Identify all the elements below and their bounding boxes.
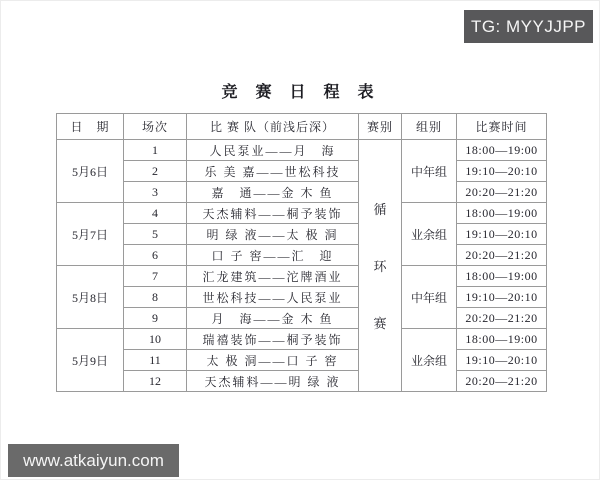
table-row — [57, 161, 547, 182]
table-row — [57, 224, 547, 245]
page-title: 竞 赛 日 程 表 — [221, 84, 381, 101]
table-row — [57, 245, 547, 266]
time-cell: 20:20—21:20 — [457, 308, 547, 329]
table-row — [57, 350, 547, 371]
category-char: 循 — [373, 202, 387, 217]
group-cell: 中年组 — [402, 140, 457, 203]
header-group: 组别 — [402, 114, 457, 140]
teams-cell: 天杰辅料——明 绿 液 — [187, 371, 359, 392]
group-cell: 业余组 — [402, 203, 457, 266]
time-cell: 18:00—19:00 — [457, 140, 547, 161]
table-row — [57, 308, 547, 329]
category-vertical-text — [359, 140, 401, 391]
teams-cell: 瑞禧装饰——桐予装饰 — [187, 329, 359, 350]
header-category: 赛别 — [359, 114, 402, 140]
header-teams: 比 赛 队（前浅后深） — [187, 114, 359, 140]
table-row — [57, 203, 547, 224]
teams-cell: 明 绿 液——太 极 洞 — [187, 224, 359, 245]
website-watermark-badge: www.atkaiyun.com — [8, 444, 179, 477]
table-row — [57, 182, 547, 203]
time-cell: 20:20—21:20 — [457, 371, 547, 392]
date-cell: 5月9日 — [57, 329, 124, 392]
time-cell: 18:00—19:00 — [457, 266, 547, 287]
group-cell: 业余组 — [402, 329, 457, 392]
teams-cell: 嘉 通——金 木 鱼 — [187, 182, 359, 203]
session-cell: 9 — [124, 308, 187, 329]
time-cell: 20:20—21:20 — [457, 182, 547, 203]
table-row — [57, 266, 547, 287]
group-cell: 中年组 — [402, 266, 457, 329]
date-cell: 5月6日 — [57, 140, 124, 203]
table-row — [57, 329, 547, 350]
time-cell: 18:00—19:00 — [457, 329, 547, 350]
telegram-watermark-badge: TG: MYYJJPP — [464, 10, 593, 43]
date-cell: 5月7日 — [57, 203, 124, 266]
session-cell: 5 — [124, 224, 187, 245]
time-cell: 19:10—20:10 — [457, 350, 547, 371]
competition-schedule-table — [56, 113, 547, 392]
session-cell: 2 — [124, 161, 187, 182]
teams-cell: 太 极 洞——口 子 窖 — [187, 350, 359, 371]
time-cell: 19:10—20:10 — [457, 161, 547, 182]
table-row — [57, 287, 547, 308]
teams-cell: 乐 美 嘉——世松科技 — [187, 161, 359, 182]
time-cell: 19:10—20:10 — [457, 287, 547, 308]
table-row — [57, 371, 547, 392]
session-cell: 10 — [124, 329, 187, 350]
session-cell: 3 — [124, 182, 187, 203]
teams-cell: 口 子 窖——汇 迎 — [187, 245, 359, 266]
teams-cell: 汇龙建筑——沱牌酒业 — [187, 266, 359, 287]
session-cell: 4 — [124, 203, 187, 224]
session-cell: 11 — [124, 350, 187, 371]
teams-cell: 天杰辅料——桐予装饰 — [187, 203, 359, 224]
header-date: 日 期 — [57, 114, 124, 140]
session-cell: 7 — [124, 266, 187, 287]
time-cell: 18:00—19:00 — [457, 203, 547, 224]
category-char: 赛 — [373, 316, 387, 331]
session-cell: 12 — [124, 371, 187, 392]
header-time: 比赛时间 — [457, 114, 547, 140]
session-cell: 6 — [124, 245, 187, 266]
teams-cell: 人民泵业——月 海 — [187, 140, 359, 161]
table-header-row — [57, 114, 547, 140]
time-cell: 20:20—21:20 — [457, 245, 547, 266]
date-cell: 5月8日 — [57, 266, 124, 329]
category-cell — [359, 140, 402, 392]
session-cell: 8 — [124, 287, 187, 308]
teams-cell: 世松科技——人民泵业 — [187, 287, 359, 308]
time-cell: 19:10—20:10 — [457, 224, 547, 245]
category-char: 环 — [373, 259, 387, 274]
session-cell: 1 — [124, 140, 187, 161]
table-row — [57, 140, 547, 161]
teams-cell: 月 海——金 木 鱼 — [187, 308, 359, 329]
header-session: 场次 — [124, 114, 187, 140]
